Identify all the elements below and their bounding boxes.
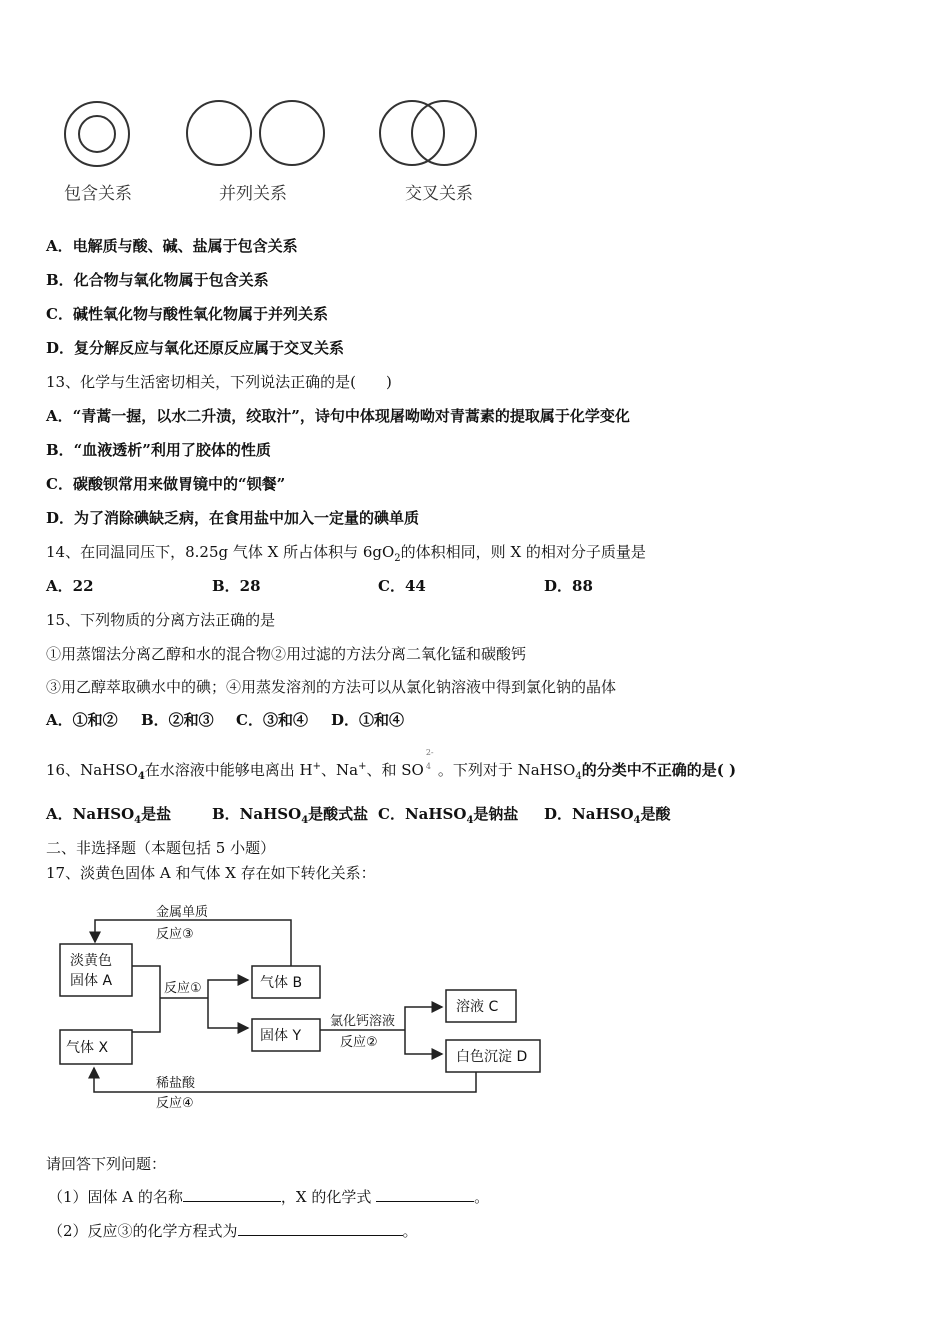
q16-p1: 16、NaHSO — [46, 761, 138, 779]
q15-line1: ①用蒸馏法分离乙醇和水的混合物②用过滤的方法分离二氧化锰和碳酸钙 — [46, 645, 527, 663]
q15-options — [46, 710, 404, 730]
q13-option-c: C．碳酸钡常用来做胃镜中的“钡餐” — [46, 475, 286, 493]
q14-option-d: D．88 — [544, 577, 593, 595]
flow-label-r1: 反应① — [164, 981, 202, 996]
flow-label-bot1: 稀盐酸 — [156, 1076, 196, 1091]
q17-sub1-b: ，X 的化学式 — [280, 1188, 377, 1206]
venn-label-include: 包含关系 — [64, 184, 132, 204]
section2-heading: 二、非选择题（本题包括 5 小题） — [46, 839, 276, 857]
q17-stem: 17、淡黄色固体 A 和气体 X 存在如下转化关系： — [46, 864, 376, 882]
flow-line-to-d — [405, 1030, 442, 1054]
flow-label-top1: 金属单质 — [156, 905, 209, 920]
flow-label-mid2: 反应② — [340, 1035, 378, 1050]
flow-line-a-out — [132, 966, 160, 1032]
q13-option-b: B．“血液透析”利用了胶体的性质 — [46, 441, 271, 459]
q16-option-b: B．NaHSO$_4$是酸式盐 — [212, 805, 369, 826]
q14-option-c: C．44 — [378, 577, 426, 595]
q15-stem: 15、下列物质的分离方法正确的是 — [46, 611, 276, 629]
q15-option-a: A．①和② — [46, 711, 118, 729]
flow-text-c: 溶液 C — [456, 999, 499, 1015]
venn-include-outer — [65, 102, 129, 166]
q17-sub1-a: （1）固体 A 的名称 — [48, 1188, 183, 1206]
q16-option-c: C．NaHSO$_4$是钠盐 — [378, 805, 519, 826]
flow-line-to-b — [208, 980, 248, 998]
q16-sub4: 4 — [425, 762, 431, 771]
q16-p3: 、Na — [321, 761, 359, 779]
q15-option-d: D．①和④ — [331, 711, 405, 729]
q16-plus2: + — [358, 761, 367, 772]
q14-stem — [46, 542, 646, 569]
venn-include-inner — [79, 116, 115, 152]
q17-sub1 — [48, 1187, 489, 1207]
q17-sub2-blank[interactable] — [238, 1221, 403, 1236]
q17-flow-diagram — [50, 900, 550, 1115]
flow-text-a2: 固体 A — [70, 973, 113, 989]
q17-prompt: 请回答下列问题： — [46, 1155, 167, 1173]
flow-line-d-to-x — [94, 1068, 476, 1092]
flow-text-b: 气体 B — [260, 975, 303, 991]
q14-stem-sub: 2 — [394, 553, 401, 564]
q16-option-d: D．NaHSO$_4$是酸 — [544, 805, 671, 826]
q14-option-b: B．28 — [212, 577, 261, 595]
venn-label-parallel: 并列关系 — [219, 184, 287, 204]
q17-sub2-b: 。 — [402, 1222, 418, 1240]
flow-line-to-c — [405, 1007, 442, 1030]
q16-stem — [46, 748, 737, 787]
q16-p5: 。下列对于 NaHSO — [437, 761, 576, 779]
q16-sub2: 4 — [575, 771, 582, 782]
q13-option-a: A．“青蒿一握，以水二升渍，绞取汁”，诗句中体现屠呦呦对青蒿素的提取属于化学变化 — [46, 407, 630, 425]
q16-p6: 的分类中不正确的是( ) — [581, 761, 737, 779]
flow-text-d: 白色沉淀 D — [456, 1049, 528, 1065]
venn-parallel-right — [260, 101, 324, 165]
q16-option-a: A．NaHSO$_4$是盐 — [46, 805, 172, 826]
q17-sub1-c: 。 — [474, 1188, 490, 1206]
q17-sub2 — [48, 1221, 418, 1241]
q16-options — [46, 804, 671, 831]
q17-sub2-a: （2）反应③的化学方程式为 — [48, 1222, 238, 1240]
q12-option-c: C．碱性氧化物与酸性氧化物属于并列关系 — [46, 305, 328, 323]
q16-plus1: + — [312, 761, 322, 772]
q12-option-a: A．电解质与酸、碱、盐属于包含关系 — [46, 237, 298, 255]
q15-line2: ③用乙醇萃取碘水中的碘；④用蒸发溶剂的方法可以从氯化钠溶液中得到氯化钠的晶体 — [46, 678, 617, 696]
flow-text-a1: 淡黄色 — [70, 953, 112, 969]
q15-option-c: C．③和④ — [236, 711, 308, 729]
q13-stem: 13、化学与生活密切相关，下列说法正确的是( ) — [46, 373, 392, 391]
flow-label-mid1: 氯化钙溶液 — [330, 1014, 396, 1029]
q16-p2: 在水溶液中能够电离出 H — [144, 761, 313, 779]
flow-text-x: 气体 X — [66, 1040, 109, 1056]
q17-sub1-blank2[interactable] — [376, 1187, 474, 1202]
q16-charge: 2- — [425, 748, 434, 757]
q16-p4: 、和 SO — [366, 761, 424, 779]
q14-options — [46, 576, 593, 596]
q12-option-d: D．复分解反应与氧化还原反应属于交叉关系 — [46, 339, 345, 357]
q16-sub1: 4 — [137, 771, 145, 782]
venn-diagrams — [55, 95, 495, 175]
q14-stem-b: 的体积相同，则 X 的相对分子质量是 — [400, 543, 646, 561]
flow-line-to-y — [208, 998, 248, 1028]
flow-text-y: 固体 Y — [260, 1028, 302, 1044]
q14-option-a: A．22 — [46, 577, 94, 595]
q14-stem-a: 14、在同温同压下，8.25g 气体 X 所占体积与 6gO — [46, 543, 395, 561]
venn-parallel-left — [187, 101, 251, 165]
q12-option-b: B．化合物与氧化物属于包含关系 — [46, 271, 269, 289]
venn-label-cross: 交叉关系 — [405, 184, 473, 204]
flow-label-top2: 反应③ — [156, 927, 194, 942]
flow-label-bot2: 反应④ — [156, 1096, 194, 1111]
q17-sub1-blank1[interactable] — [183, 1187, 281, 1202]
q13-option-d: D．为了消除碘缺乏病，在食用盐中加入一定量的碘单质 — [46, 509, 420, 527]
q15-option-b: B．②和③ — [141, 711, 214, 729]
